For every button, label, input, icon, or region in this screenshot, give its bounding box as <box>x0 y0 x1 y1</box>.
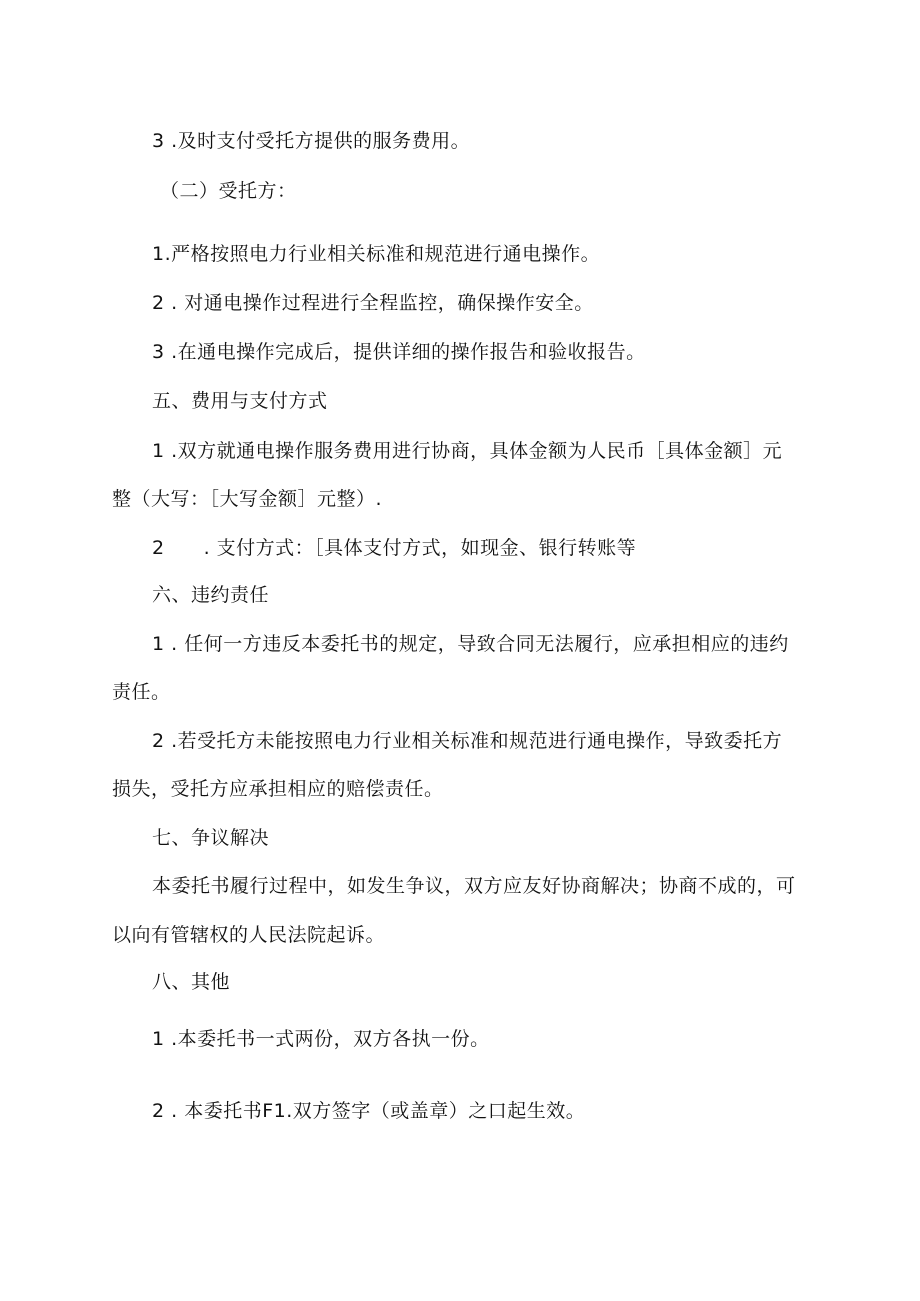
clause-liability-2: 2 .若受托方未能按照电力行业相关标准和规范进行通电操作，导致委托方 <box>152 730 783 752</box>
clause-other-2: 2 . 本委托书F1.双方签字（或盖章）之口起生效。 <box>152 1100 586 1122</box>
clause-liability-1-cont: 责任。 <box>112 681 171 703</box>
section-heading-trustee: （二）受托方： <box>160 180 297 202</box>
clause-liability-2-cont: 损失，受托方应承担相应的赔偿责任。 <box>112 778 444 800</box>
clause-liability-1: 1 . 任何一方违反本委托书的规定，导致合同无法履行，应承担相应的违约 <box>152 633 789 655</box>
clause-fees-1: 1 .双方就通电操作服务费用进行协商，具体金额为人民币［具体金额］元 <box>152 440 783 462</box>
clause-dispute-cont: 以向有管辖权的人民法院起诉。 <box>112 924 386 946</box>
section-heading-fees: 五、费用与支付方式 <box>152 390 328 412</box>
clause-fees-2: 2 . 支付方式：［具体支付方式，如现金、银行转账等 <box>152 537 637 559</box>
clause-trustee-2: 2 . 对通电操作过程进行全程监控，确保操作安全。 <box>152 292 594 314</box>
section-heading-other: 八、其他 <box>152 971 231 993</box>
clause-client-3: 3 .及时支付受托方提供的服务费用。 <box>152 130 471 152</box>
clause-trustee-3: 3 .在通电操作完成后，提供详细的操作报告和验收报告。 <box>152 341 646 363</box>
clause-dispute: 本委托书履行过程中，如发生争议，双方应友好协商解决；协商不成的，可 <box>152 875 796 897</box>
section-heading-dispute: 七、争议解决 <box>152 827 270 849</box>
clause-fees-1-cont: 整（大写：［大写金额］元整）. <box>112 488 383 510</box>
clause-trustee-1: 1.严格按照电力行业相关标准和规范进行通电操作。 <box>152 243 601 265</box>
clause-other-1: 1 .本委托书一式两份，双方各执一份。 <box>152 1028 490 1050</box>
section-heading-liability: 六、违约责任 <box>152 584 270 606</box>
